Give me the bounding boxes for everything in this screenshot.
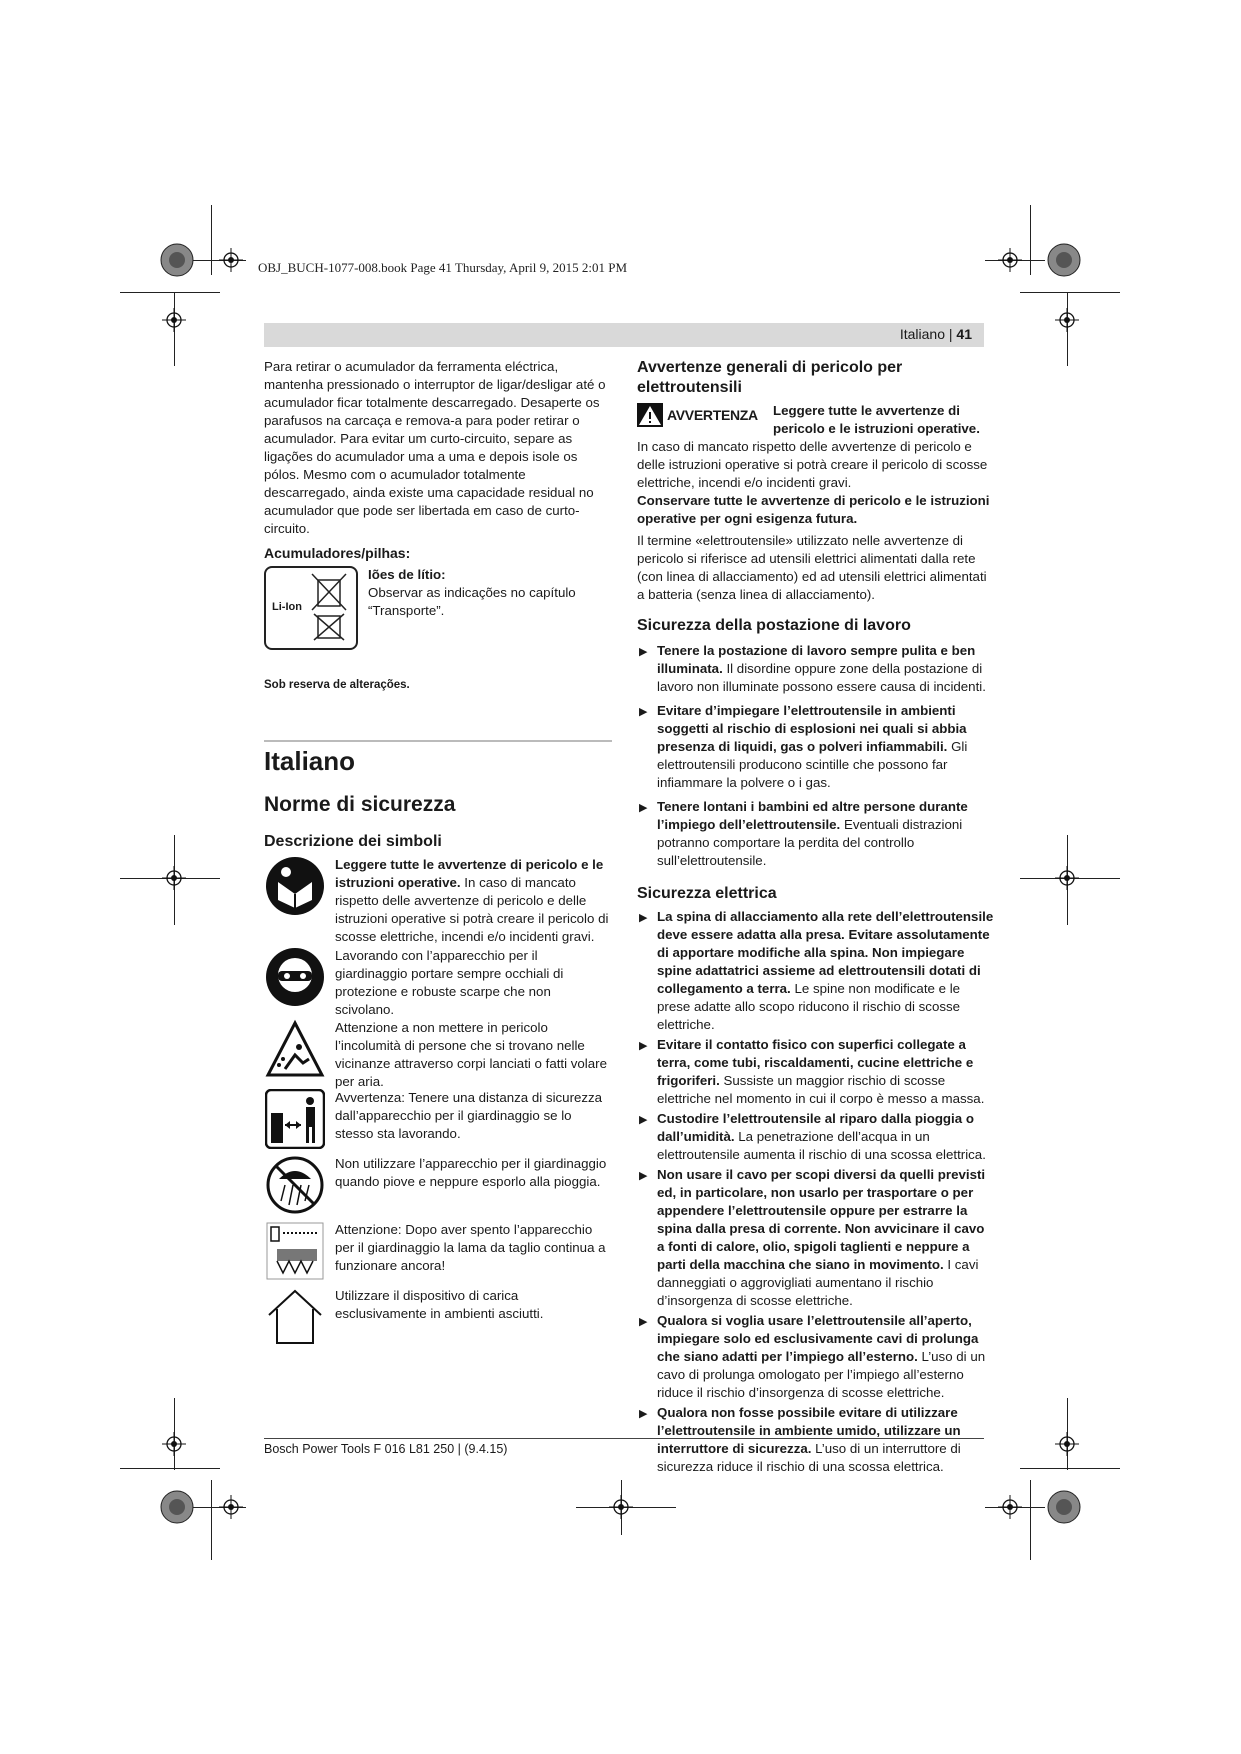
- crosshair-icon: [162, 866, 186, 890]
- batteries-heading: Acumuladores/pilhas:: [264, 545, 411, 561]
- warning-block: [637, 402, 995, 438]
- li-ion-heading: Iões de lítio:: [368, 567, 446, 582]
- electrical-safety-list: [637, 908, 995, 1476]
- warning-text: In caso di mancato rispetto delle avvertenze di pericolo e delle istruzioni operative si potrà creare il pericolo di scosse elettriche, incendi e/o incidenti gravi.: [637, 439, 988, 490]
- registration-wheel-icon: [1047, 1490, 1081, 1524]
- symbol-text: In caso di mancato rispetto delle avvertenze di pericolo e delle istruzioni operative si potrà creare il pericolo di scosse elettriche, incendi e/o incidenti gravi.: [335, 875, 609, 944]
- item-text: Gli elettroutensili producono scintille che possono far infiammare la polvere o i gas.: [657, 739, 968, 790]
- crosshair-icon: [219, 1495, 243, 1519]
- footer-rule: [264, 1438, 984, 1439]
- bullet-triangle-icon: ▶: [639, 1114, 648, 1126]
- electrical-safety-heading: Sicurezza elettrica: [637, 885, 777, 902]
- bullet-triangle-icon: ▶: [639, 706, 648, 718]
- warning-label-box: [637, 402, 765, 428]
- item-bold-text: Evitare il contatto fisico con superfici collegate a terra, come tubi, riscaldamenti, cucine elettriche e frigoriferi.: [657, 1037, 974, 1088]
- li-ion-disposal-icon: [264, 566, 358, 650]
- general-warnings-heading: Avvertenze generali di pericolo per elettroutensili: [637, 359, 903, 396]
- list-item: [637, 1312, 995, 1402]
- left-column: [264, 358, 612, 1353]
- list-item: [637, 908, 995, 1034]
- section-divider: [264, 740, 612, 742]
- keep-instructions: Conservare tutte le avvertenze di pericolo e le istruzioni operative per ogni esigenza futura.: [637, 493, 990, 526]
- indoor-charging-icon: [265, 1287, 325, 1347]
- symbol-bold-text: Leggere tutte le avvertenze di pericolo e le istruzioni operative.: [335, 857, 604, 890]
- safety-distance-icon: [265, 1089, 325, 1149]
- item-bold-text: Tenere lontani i bambini ed altre persone durante l’impiego dell’elettroutensile.: [657, 799, 968, 832]
- symbol-text: Non utilizzare l’apparecchio per il giardinaggio quando piove e neppure esporlo alla pioggia.: [335, 1156, 607, 1189]
- crosshair-icon: [998, 248, 1022, 272]
- crosshair-icon: [1055, 308, 1079, 332]
- item-text: Sussiste un maggior rischio di scosse elettriche nel momento in cui il corpo è messo a massa.: [657, 1073, 985, 1106]
- symbol-row: [264, 856, 612, 947]
- warning-bold-text: Leggere tutte le avvertenze di pericolo e le istruzioni operative.: [773, 403, 980, 436]
- registration-wheel-icon: [160, 243, 194, 277]
- battery-removal-text: Para retirar o acumulador da ferramenta eléctrica, mantenha pressionado o interruptor de ligar/desligar até o acumulador ficar totalmente descarregado. Desaperte os parafusos na carcaça e remova-a para poder retirar o acumulador. Para evitar um curto-circuito, separe as ligações do acumulador uma a uma e depois isole os pólos. Mesmo com o acumulador totalmente descarregado, ainda existe uma capacidade residual no acumulador que pode ser libertada em caso de curto-circuito.: [264, 359, 606, 536]
- bullet-triangle-icon: ▶: [639, 1316, 648, 1328]
- page-number: 41: [956, 326, 972, 342]
- symbol-row: [264, 1221, 612, 1287]
- bullet-triangle-icon: ▶: [639, 646, 648, 658]
- symbol-row: [264, 1089, 612, 1155]
- list-item: [637, 798, 995, 870]
- item-text: Eventuali distrazioni potranno comportare la perdita del controllo sull’elettroutensile.: [657, 817, 963, 868]
- crosshair-icon: [998, 1495, 1022, 1519]
- blade-runout-icon: [265, 1221, 325, 1281]
- item-bold-text: Qualora non fosse possibile evitare di utilizzare l’elettroutensile in ambiente umido, utilizzare un interruttore di sicurezza.: [657, 1405, 961, 1456]
- safety-title: Norme di sicurezza: [264, 793, 456, 816]
- crosshair-icon: [162, 308, 186, 332]
- list-item: [637, 1110, 995, 1164]
- warning-label: AVVERTENZA: [667, 407, 758, 423]
- workplace-safety-heading: Sicurezza della postazione di lavoro: [637, 617, 911, 634]
- symbol-text: Attenzione a non mettere in pericolo l’incolumità di persone che si trovano nelle vicinanze attraverso corpi lanciati o fatti volare per aria.: [335, 1020, 607, 1089]
- li-ion-label: Li-Ion: [272, 601, 302, 613]
- term-definition: Il termine «elettroutensile» utilizzato nelle avvertenze di pericolo si riferisce ad utensili elettrici alimentati dalla rete (con linea di allacciamento) ed ad utensili elettrici alimentati a batteria (senza linea di allacciamento).: [637, 533, 987, 602]
- symbol-text: Utilizzare il dispositivo di carica esclusivamente in ambienti asciutti.: [335, 1288, 544, 1321]
- list-item: [637, 1166, 995, 1310]
- symbols-heading: Descrizione dei simboli: [264, 833, 442, 850]
- bullet-triangle-icon: ▶: [639, 802, 648, 814]
- list-item: [637, 1036, 995, 1108]
- registration-wheel-icon: [1047, 243, 1081, 277]
- list-item: [637, 642, 995, 696]
- crossed-bin-icon: [310, 572, 350, 642]
- bullet-triangle-icon: ▶: [639, 1408, 648, 1420]
- symbols-list: [264, 856, 612, 1353]
- warning-triangle-icon: [637, 403, 663, 427]
- flying-objects-icon: [265, 1019, 325, 1079]
- bullet-triangle-icon: ▶: [639, 912, 648, 924]
- symbol-row: [264, 947, 612, 1019]
- item-text: Il disordine oppure zone della postazione di lavoro non illuminate possono essere causa di incidenti.: [657, 661, 986, 694]
- symbol-text: Avvertenza: Tenere una distanza di sicurezza dall’apparecchio per il giardinaggio se lo stesso sta lavorando.: [335, 1090, 603, 1141]
- crosshair-icon: [1055, 866, 1079, 890]
- item-bold-text: Qualora si voglia usare l’elettroutensile all’aperto, impiegare solo ed esclusivamente cavi di prolunga che siano adatti per l’impiego all’esterno.: [657, 1313, 979, 1364]
- crosshair-icon: [219, 248, 243, 272]
- item-bold-text: Custodire l’elettroutensile al riparo dalla pioggia o dall’umidità.: [657, 1111, 974, 1144]
- item-text: L’uso di un cavo di prolunga omologato per l’impiego all’esterno riduce il rischio d’insorgenza di scosse elettriche.: [657, 1349, 986, 1400]
- item-text: La penetrazione dell’acqua in un elettroutensile aumenta il rischio di una scossa elettrica.: [657, 1129, 986, 1162]
- reserve-note: Sob reserva de alterações.: [264, 679, 410, 691]
- print-header: OBJ_BUCH-1077-008.book Page 41 Thursday, April 9, 2015 2:01 PM: [258, 260, 628, 275]
- item-bold-text: La spina di allacciamento alla rete dell’elettroutensile deve essere adatta alla presa. Evitare assolutamente di apportare modifiche alla spina. Non impiegare spine adattatrici assieme ad elettroutensili dotati di collegamento a terra.: [657, 909, 994, 996]
- list-item: [637, 1404, 995, 1476]
- item-text: I cavi danneggiati o aggrovigliati aumentano il rischio d’insorgenza di scosse elettriche.: [657, 1257, 979, 1308]
- no-rain-icon: [265, 1155, 325, 1215]
- symbol-row: [264, 1155, 612, 1221]
- read-manual-icon: [265, 856, 325, 916]
- page-header: Italiano | 41: [264, 323, 984, 347]
- crosshair-icon: [609, 1495, 633, 1519]
- workplace-safety-list: [637, 642, 995, 870]
- list-item: [637, 702, 995, 792]
- header-language: Italiano: [899, 326, 945, 342]
- bullet-triangle-icon: ▶: [639, 1040, 648, 1052]
- bullet-triangle-icon: ▶: [639, 1170, 648, 1182]
- footer: Bosch Power Tools F 016 L81 250 | (9.4.15): [264, 1442, 508, 1456]
- symbol-row: [264, 1287, 612, 1353]
- li-ion-text: Observar as indicações no capítulo “Transporte”.: [368, 585, 576, 618]
- item-text: Le spine non modificate e le prese adatte allo scopo riducono il rischio di scosse elettriche.: [657, 981, 961, 1032]
- symbol-row: [264, 1019, 612, 1089]
- item-bold-text: Tenere la postazione di lavoro sempre pulita e ben illuminata.: [657, 643, 976, 676]
- language-title: Italiano: [264, 746, 356, 776]
- item-bold-text: Non usare il cavo per scopi diversi da quelli previsti ed, in particolare, non usarlo per trasportare o per appendere l’elettroutensile oppure per estrarre la spina dalla presa di corrente. Non avvicinare il cavo a fonti di calore, olio, spigoli taglienti e neppure a parti della macchina che siano in movimento.: [657, 1167, 986, 1272]
- crosshair-icon: [1055, 1432, 1079, 1456]
- symbol-text: Attenzione: Dopo aver spento l’apparecchio per il giardinaggio la lama da taglio continua a funzionare ancora!: [335, 1222, 606, 1273]
- item-bold-text: Evitare d’impiegare l’elettroutensile in ambienti soggetti al rischio di esplosioni nei quali si abbia presenza di liquidi, gas o polveri infiammabili.: [657, 703, 967, 754]
- right-column: [637, 358, 995, 1476]
- symbol-text: Lavorando con l’apparecchio per il giardinaggio portare sempre occhiali di protezione e robuste scarpe che non scivolano.: [335, 948, 564, 1017]
- li-ion-block: [264, 566, 612, 650]
- crosshair-icon: [162, 1432, 186, 1456]
- registration-wheel-icon: [160, 1490, 194, 1524]
- item-text: L’uso di un interruttore di sicurezza riduce il rischio di una scossa elettrica.: [657, 1441, 961, 1474]
- eye-protection-icon: [265, 947, 325, 1007]
